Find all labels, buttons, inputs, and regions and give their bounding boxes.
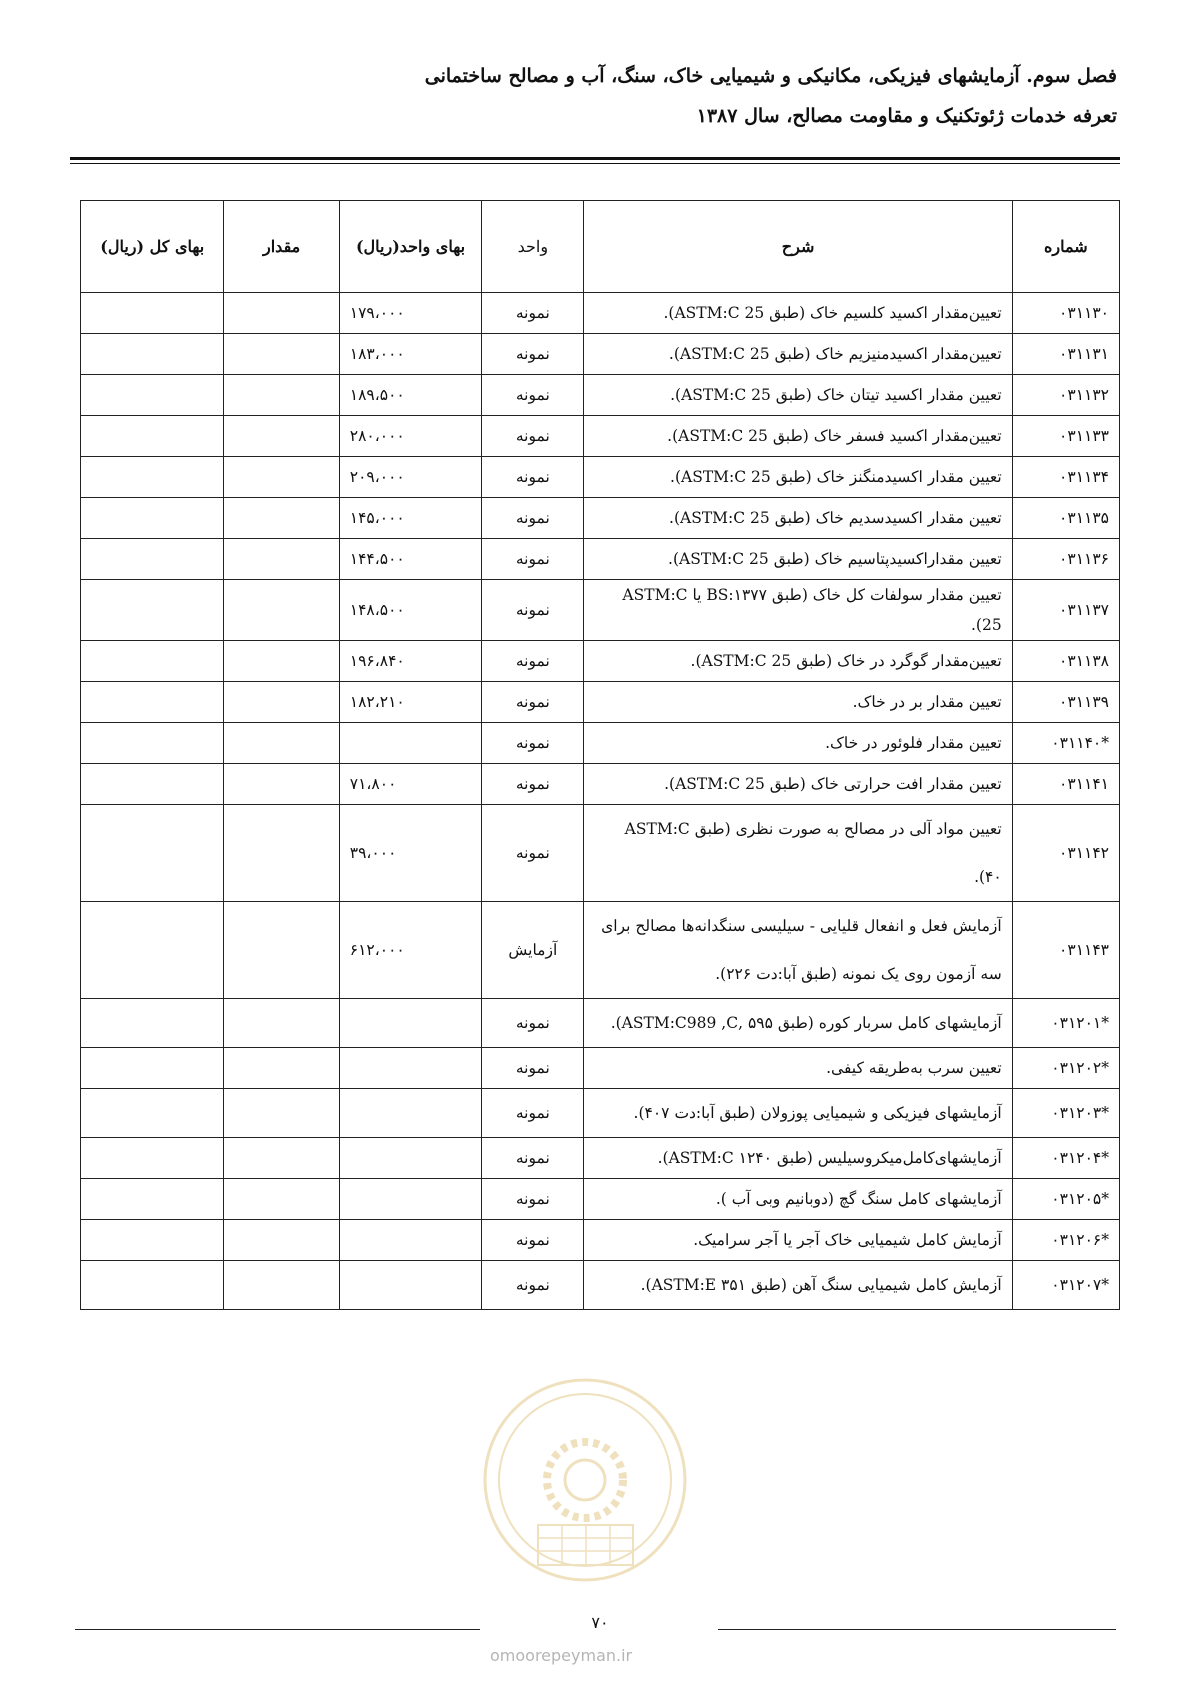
row-quantity xyxy=(224,902,339,999)
row-total-price xyxy=(81,334,224,375)
row-code: *۰۳۱۲۰۶ xyxy=(1012,1220,1119,1261)
row-total-price xyxy=(81,902,224,999)
row-unit-price xyxy=(339,999,481,1048)
row-unit-price: ۱۴۸،۵۰۰ xyxy=(339,580,481,641)
row-description: تعیین مقدار اکسیدسدیم خاک (طبق ASTM:C 25). xyxy=(584,498,1012,539)
header-rule-thin xyxy=(70,163,1120,164)
row-total-price xyxy=(81,1138,224,1179)
table-row xyxy=(81,999,1120,1048)
row-total-price xyxy=(81,764,224,805)
header-unit: واحد xyxy=(482,201,584,293)
table-row xyxy=(81,1048,1120,1089)
row-unit-price xyxy=(339,1220,481,1261)
row-unit-price xyxy=(339,1179,481,1220)
row-description: آزمایشهای کامل سنگ گچ (دوبانیم وبی آب ). xyxy=(584,1179,1012,1220)
row-code: *۰۳۱۲۰۴ xyxy=(1012,1138,1119,1179)
row-unit-price: ۱۷۹،۰۰۰ xyxy=(339,293,481,334)
table-row xyxy=(81,682,1120,723)
row-code: ۰۳۱۱۳۸ xyxy=(1012,641,1119,682)
table-row xyxy=(81,764,1120,805)
row-total-price xyxy=(81,1261,224,1310)
table-row xyxy=(81,1220,1120,1261)
row-unit-price xyxy=(339,723,481,764)
row-unit: نمونه xyxy=(482,1138,584,1179)
row-unit-price: ۱۸۲،۲۱۰ xyxy=(339,682,481,723)
row-description: آزمایشهای کامل سربار کوره (طبق ۵۹۵ ,ASTM:C989 ,C). xyxy=(584,999,1012,1048)
row-quantity xyxy=(224,580,339,641)
table-row xyxy=(81,334,1120,375)
row-code: ۰۳۱۱۴۱ xyxy=(1012,764,1119,805)
row-unit-price: ۱۴۵،۰۰۰ xyxy=(339,498,481,539)
row-quantity xyxy=(224,334,339,375)
row-total-price xyxy=(81,641,224,682)
table-header-row xyxy=(81,201,1120,293)
row-unit: نمونه xyxy=(482,641,584,682)
table-row xyxy=(81,1179,1120,1220)
row-unit: نمونه xyxy=(482,1048,584,1089)
row-total-price xyxy=(81,1220,224,1261)
row-unit-price: ۷۱،۸۰۰ xyxy=(339,764,481,805)
row-description: آزمایش کامل شیمیایی سنگ آهن (طبق ASTM:E ۳۵۱). xyxy=(584,1261,1012,1310)
row-unit: نمونه xyxy=(482,1179,584,1220)
row-code: ۰۳۱۱۳۷ xyxy=(1012,580,1119,641)
table-row xyxy=(81,293,1120,334)
row-unit: نمونه xyxy=(482,723,584,764)
row-total-price xyxy=(81,682,224,723)
row-unit-price: ۳۹،۰۰۰ xyxy=(339,805,481,902)
row-quantity xyxy=(224,1261,339,1310)
row-code: ۰۳۱۱۴۲ xyxy=(1012,805,1119,902)
row-code: ۰۳۱۱۳۳ xyxy=(1012,416,1119,457)
row-description: تعیین مقدار بر در خاک. xyxy=(584,682,1012,723)
row-unit: آزمایش xyxy=(482,902,584,999)
row-code: *۰۳۱۱۴۰ xyxy=(1012,723,1119,764)
row-code: ۰۳۱۱۳۵ xyxy=(1012,498,1119,539)
row-total-price xyxy=(81,1089,224,1138)
row-quantity xyxy=(224,1220,339,1261)
row-quantity xyxy=(224,457,339,498)
row-total-price xyxy=(81,375,224,416)
row-quantity xyxy=(224,1179,339,1220)
row-total-price xyxy=(81,1048,224,1089)
row-unit: نمونه xyxy=(482,539,584,580)
table-row xyxy=(81,1261,1120,1310)
row-quantity xyxy=(224,498,339,539)
tariff-title: تعرفه خدمات ژئوتکنیک و مقاومت مصالح، سال ۱۳۸۷ xyxy=(696,105,1117,127)
footer-rule-left xyxy=(75,1629,480,1630)
row-quantity xyxy=(224,1138,339,1179)
row-total-price xyxy=(81,805,224,902)
row-unit: نمونه xyxy=(482,457,584,498)
header-description: شرح xyxy=(584,201,1012,293)
row-code: *۰۳۱۲۰۷ xyxy=(1012,1261,1119,1310)
row-unit: نمونه xyxy=(482,1261,584,1310)
table-row xyxy=(81,375,1120,416)
row-unit: نمونه xyxy=(482,416,584,457)
row-description: تعیین‌مقدار اکسید فسفر خاک (طبق ASTM:C 25). xyxy=(584,416,1012,457)
row-unit-price: ۲۰۹،۰۰۰ xyxy=(339,457,481,498)
header-unit-price: بهای واحد(ریال) xyxy=(339,201,481,293)
row-description: تعیین مقدار اکسیدمنگنز خاک (طبق ASTM:C 25). xyxy=(584,457,1012,498)
row-total-price xyxy=(81,723,224,764)
row-description: تعیین مقدار اکسید تیتان خاک (طبق ASTM:C 25). xyxy=(584,375,1012,416)
row-unit: نمونه xyxy=(482,293,584,334)
row-total-price xyxy=(81,580,224,641)
row-description: تعیین مقدار افت حرارتی خاک (طبق ASTM:C 25). xyxy=(584,764,1012,805)
row-quantity xyxy=(224,539,339,580)
row-unit-price: ۱۹۶،۸۴۰ xyxy=(339,641,481,682)
publisher-seal-watermark xyxy=(478,1330,693,1620)
table-row xyxy=(81,457,1120,498)
table-row xyxy=(81,580,1120,641)
row-quantity xyxy=(224,999,339,1048)
table-row xyxy=(81,1138,1120,1179)
row-description: تعیین مقداراکسیدپتاسیم خاک (طبق ASTM:C 25). xyxy=(584,539,1012,580)
row-code: ۰۳۱۱۳۶ xyxy=(1012,539,1119,580)
table-row xyxy=(81,539,1120,580)
row-quantity xyxy=(224,293,339,334)
row-unit: نمونه xyxy=(482,805,584,902)
row-unit-price: ۱۸۳،۰۰۰ xyxy=(339,334,481,375)
row-unit-price: ۱۸۹،۵۰۰ xyxy=(339,375,481,416)
row-quantity xyxy=(224,641,339,682)
row-total-price xyxy=(81,999,224,1048)
row-code: ۰۳۱۱۴۳ xyxy=(1012,902,1119,999)
row-unit: نمونه xyxy=(482,334,584,375)
row-description: تعیین سرب به‌طریقه کیفی. xyxy=(584,1048,1012,1089)
row-total-price xyxy=(81,1179,224,1220)
row-description: تعیین‌مقدار گوگرد در خاک (طبق ASTM:C 25). xyxy=(584,641,1012,682)
row-unit: نمونه xyxy=(482,1089,584,1138)
row-unit: نمونه xyxy=(482,999,584,1048)
row-description: تعیین مقدار فلوئور در خاک. xyxy=(584,723,1012,764)
table-row xyxy=(81,641,1120,682)
row-total-price xyxy=(81,457,224,498)
row-quantity xyxy=(224,682,339,723)
page-number: ۷۰ xyxy=(591,1613,609,1632)
row-quantity xyxy=(224,723,339,764)
row-unit-price: ۱۴۴،۵۰۰ xyxy=(339,539,481,580)
row-description: آزمایش کامل شیمیایی خاک آجر یا آجر سرامیک. xyxy=(584,1220,1012,1261)
row-description: تعیین مقدار سولفات کل خاک (طبق BS:۱۳۷۷ یا ASTM:C 25). xyxy=(584,580,1012,641)
row-description: تعیین مواد آلی در مصالح به صورت نظری (طبق ASTM:C ۴۰). xyxy=(584,805,1012,902)
table-row xyxy=(81,805,1120,902)
row-description: تعیین‌مقدار اکسیدمنیزیم خاک (طبق ASTM:C 25). xyxy=(584,334,1012,375)
row-unit-price xyxy=(339,1048,481,1089)
header-quantity: مقدار xyxy=(224,201,339,293)
row-unit: نمونه xyxy=(482,498,584,539)
table-row xyxy=(81,1089,1120,1138)
row-code: *۰۳۱۲۰۵ xyxy=(1012,1179,1119,1220)
row-code: ۰۳۱۱۳۱ xyxy=(1012,334,1119,375)
table-row xyxy=(81,498,1120,539)
page-header xyxy=(77,56,1117,136)
row-quantity xyxy=(224,375,339,416)
watermark-url: omoorepeyman.ir xyxy=(490,1646,633,1665)
row-unit-price xyxy=(339,1138,481,1179)
row-unit-price: ۲۸۰،۰۰۰ xyxy=(339,416,481,457)
row-description: آزمایشهای‌کامل‌میکروسیلیس (طبق ASTM:C ۱۲۴۰). xyxy=(584,1138,1012,1179)
row-description: تعیین‌مقدار اکسید کلسیم خاک (طبق ASTM:C 25). xyxy=(584,293,1012,334)
header-rule-thick xyxy=(70,157,1120,160)
row-total-price xyxy=(81,498,224,539)
row-code: *۰۳۱۲۰۳ xyxy=(1012,1089,1119,1138)
chapter-title: فصل سوم. آزمایشهای فیزیکی، مکانیکی و شیمیایی خاک، سنگ، آب و مصالح ساختمانی xyxy=(424,65,1117,87)
row-quantity xyxy=(224,1089,339,1138)
row-unit-price xyxy=(339,1261,481,1310)
row-code: *۰۳۱۲۰۱ xyxy=(1012,999,1119,1048)
row-description: آزمایشهای فیزیکی و شیمیایی پوزولان (طبق آبا:دت ۴۰۷). xyxy=(584,1089,1012,1138)
table-row xyxy=(81,902,1120,999)
row-quantity xyxy=(224,416,339,457)
tariff-table xyxy=(80,200,1120,1310)
row-unit: نمونه xyxy=(482,1220,584,1261)
header-code: شماره xyxy=(1012,201,1119,293)
row-code: ۰۳۱۱۳۰ xyxy=(1012,293,1119,334)
row-total-price xyxy=(81,416,224,457)
row-unit: نمونه xyxy=(482,375,584,416)
row-code: ۰۳۱۱۳۹ xyxy=(1012,682,1119,723)
row-quantity xyxy=(224,1048,339,1089)
row-code: ۰۳۱۱۳۴ xyxy=(1012,457,1119,498)
row-unit-price: ۶۱۲،۰۰۰ xyxy=(339,902,481,999)
row-unit-price xyxy=(339,1089,481,1138)
row-unit: نمونه xyxy=(482,682,584,723)
table-row xyxy=(81,723,1120,764)
row-description: آزمایش فعل و انفعال قلیایی - سیلیسی سنگدانه‌ها مصالح برای سه آزمون روی یک نمونه (طبق آبا:دت ۲۲۶). xyxy=(584,902,1012,999)
row-code: ۰۳۱۱۳۲ xyxy=(1012,375,1119,416)
header-total-price: بهای کل (ریال) xyxy=(81,201,224,293)
row-code: *۰۳۱۲۰۲ xyxy=(1012,1048,1119,1089)
row-quantity xyxy=(224,764,339,805)
table-row xyxy=(81,416,1120,457)
row-unit: نمونه xyxy=(482,580,584,641)
footer-rule-right xyxy=(718,1629,1116,1630)
row-total-price xyxy=(81,539,224,580)
row-total-price xyxy=(81,293,224,334)
row-unit: نمونه xyxy=(482,764,584,805)
row-quantity xyxy=(224,805,339,902)
